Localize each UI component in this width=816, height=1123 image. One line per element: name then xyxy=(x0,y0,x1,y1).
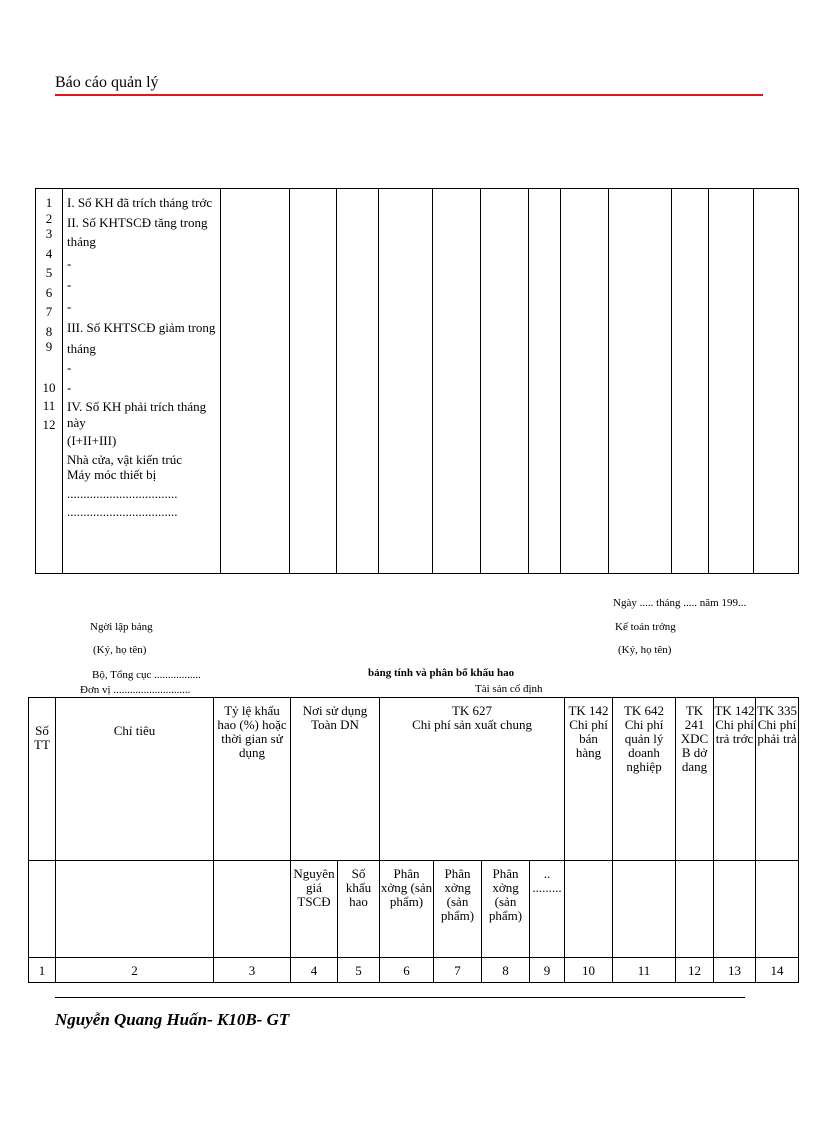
header-chitieu: Chỉ tiêu xyxy=(56,698,214,861)
row-number-column xyxy=(36,189,63,574)
header-rule xyxy=(55,94,763,96)
ministry-line: Bộ, Tổng cục ................. xyxy=(92,669,201,681)
empty-cell xyxy=(609,189,672,574)
empty-cell xyxy=(214,861,291,958)
top-table xyxy=(35,188,799,574)
item-line: - xyxy=(67,360,72,375)
header-stt: Số TT xyxy=(29,698,56,861)
empty-cell xyxy=(290,189,337,574)
col-number: 8 xyxy=(482,958,530,983)
item-line: Máy móc thiết bị xyxy=(67,467,157,482)
empty-cell xyxy=(56,861,214,958)
empty-cell xyxy=(481,189,529,574)
header-tk142a: TK 142 Chi phí bán hàng xyxy=(565,698,613,861)
item-line: (I+II+III) xyxy=(67,433,117,448)
subheader-px1: Phân xởng (sản phẩm) xyxy=(380,861,434,958)
row-number: 5 xyxy=(45,265,53,280)
row-number: 12 xyxy=(42,416,56,432)
subheader-px3: Phân xởng (sản phẩm) xyxy=(482,861,530,958)
empty-cell xyxy=(337,189,379,574)
empty-cell xyxy=(379,189,433,574)
empty-cell xyxy=(529,189,561,574)
row-number: 8 xyxy=(45,323,53,339)
col-number: 4 xyxy=(291,958,338,983)
col-number: 10 xyxy=(565,958,613,983)
row-number: 10 xyxy=(42,379,56,395)
item-line: - xyxy=(67,255,72,271)
col-number: 3 xyxy=(214,958,291,983)
date-line: Ngày ..... tháng ..... năm 199... xyxy=(613,597,747,609)
col-number: 5 xyxy=(338,958,380,983)
header-tk335: TK 335 Chi phí phải trả xyxy=(756,698,799,861)
header-tyle: Tỷ lệ khấu hao (%) hoặc thời gian sử dụng xyxy=(214,698,291,861)
tk627-label: Chi phí sản xuất chung xyxy=(412,717,532,732)
empty-cell xyxy=(221,189,290,574)
row-number: 3 xyxy=(45,226,53,241)
col-number: 1 xyxy=(29,958,56,983)
col-number: 14 xyxy=(756,958,799,983)
row-number: 1 xyxy=(45,195,53,210)
col-number: 11 xyxy=(613,958,676,983)
item-line: - xyxy=(67,379,72,395)
depreciation-table xyxy=(28,697,799,983)
accountant-label: Kế toán trởng xyxy=(615,621,676,633)
empty-cell xyxy=(754,189,799,574)
row-number: 7 xyxy=(45,304,53,319)
empty-cell xyxy=(672,189,709,574)
header-title: Báo cáo quản lý xyxy=(55,74,159,91)
header-tk142b: TK 142 Chi phí trả trớc xyxy=(714,698,756,861)
row-number: 2 xyxy=(45,210,53,226)
item-line: Nhà cửa, vật kiến trúc xyxy=(67,451,182,467)
col-number: 13 xyxy=(714,958,756,983)
item-line: I. Số KH đã trích tháng trớc xyxy=(67,195,213,210)
footer-rule xyxy=(55,997,745,998)
header-noisudung: Nơi sử dụng Toàn DN xyxy=(291,698,380,861)
row-number: 6 xyxy=(45,284,53,300)
item-line: IV. Số KH phải trích tháng này xyxy=(67,399,207,430)
empty-cell xyxy=(613,861,676,958)
empty-cell xyxy=(433,189,481,574)
tk627-code: TK 627 xyxy=(451,703,493,718)
subheader-nguyengia: Nguyên giá TSCĐ xyxy=(291,861,338,958)
row-number: 11 xyxy=(42,398,56,413)
col-number: 12 xyxy=(676,958,714,983)
empty-cell xyxy=(676,861,714,958)
col-number: 2 xyxy=(56,958,214,983)
table-subtitle: Tài sản cố định xyxy=(475,683,543,695)
empty-cell xyxy=(565,861,613,958)
item-line: - xyxy=(67,298,72,314)
subheader-more xyxy=(530,861,565,958)
col-number: 6 xyxy=(380,958,434,983)
table-title: bảng tính và phân bổ khấu hao xyxy=(368,667,515,679)
item-line: tháng xyxy=(67,234,96,249)
item-line: .................................. xyxy=(67,504,178,519)
item-line: - xyxy=(67,277,72,292)
item-line: .................................. xyxy=(67,485,178,501)
more-dots: .. xyxy=(543,866,551,881)
empty-cell xyxy=(714,861,756,958)
item-line: III. Số KHTSCĐ giảm trong xyxy=(67,320,216,335)
col-number: 7 xyxy=(434,958,482,983)
header-tk627 xyxy=(380,698,565,861)
subheader-px2: Phân xởng (sản phẩm) xyxy=(434,861,482,958)
preparer-label: Ngời lập bảng xyxy=(90,621,153,633)
more-dots: ......... xyxy=(532,880,562,895)
col-number: 9 xyxy=(530,958,565,983)
empty-cell xyxy=(709,189,754,574)
header-tk642: TK 642 Chi phí quản lý doanh nghiệp xyxy=(613,698,676,861)
items-column xyxy=(63,189,221,574)
row-number: 9 xyxy=(45,339,53,354)
subheader-sokhauhao: Số khấu hao xyxy=(338,861,380,958)
preparer-sign: (Ký, họ tên) xyxy=(93,644,147,656)
empty-cell xyxy=(29,861,56,958)
accountant-sign: (Ký, họ tên) xyxy=(618,644,672,656)
item-line: tháng xyxy=(67,340,96,356)
footer-author: Nguyễn Quang Huấn- K10B- GT xyxy=(55,1010,290,1029)
empty-cell xyxy=(561,189,609,574)
row-number: 4 xyxy=(45,245,53,261)
empty-cell xyxy=(756,861,799,958)
item-line: II. Số KHTSCĐ tăng trong xyxy=(67,214,208,230)
header-tk241: TK 241 XDC B dở dang xyxy=(676,698,714,861)
unit-line: Đơn vị ............................ xyxy=(80,684,191,696)
row-number xyxy=(36,355,62,370)
